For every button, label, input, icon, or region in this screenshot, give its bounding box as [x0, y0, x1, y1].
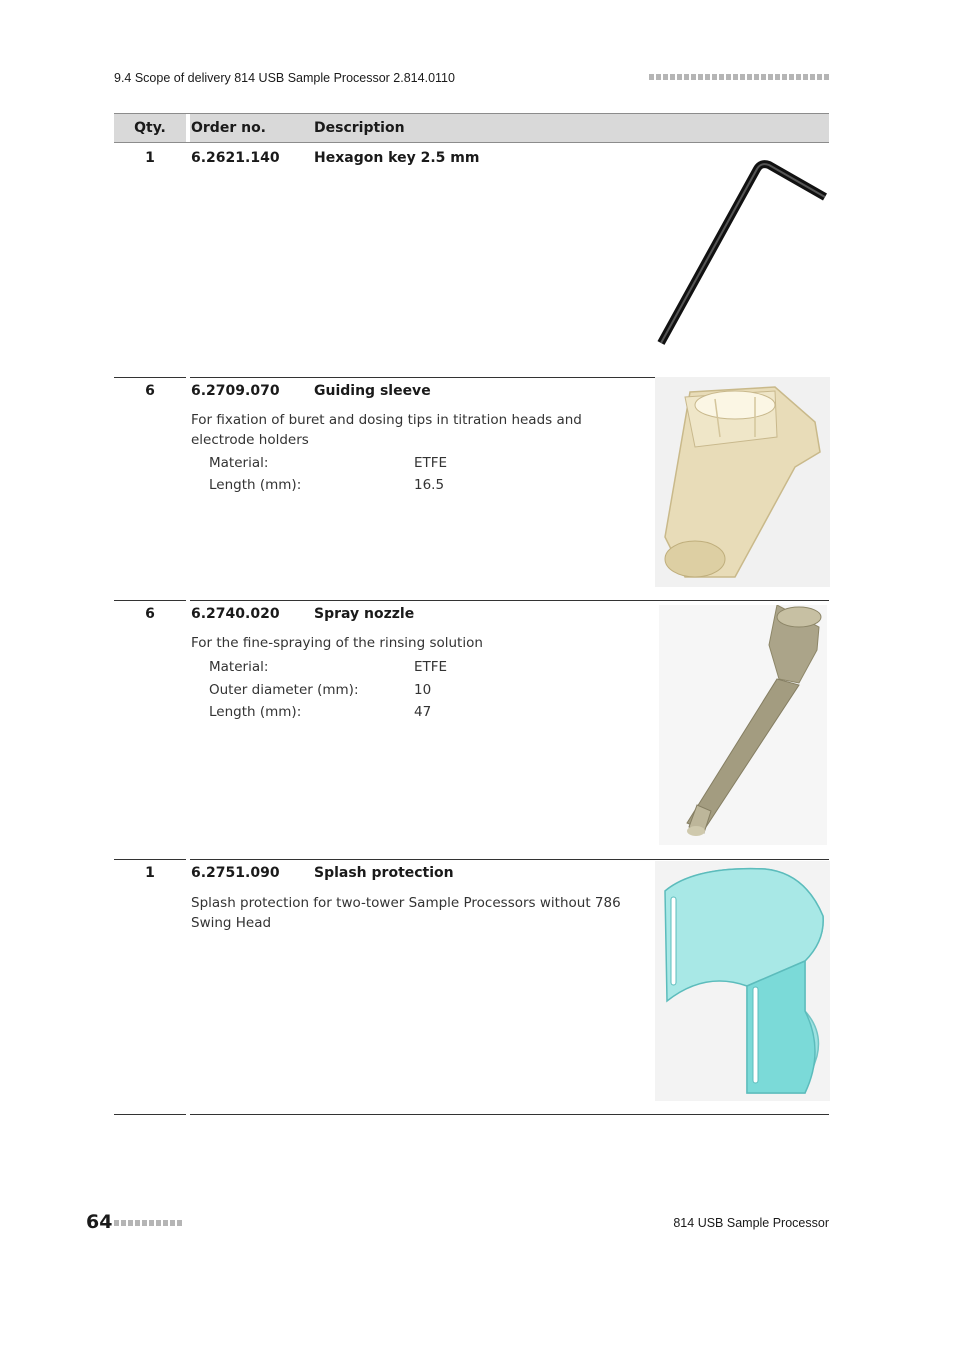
page-number: 64 — [86, 1211, 113, 1233]
spec-label-length: Length (mm): — [209, 477, 302, 493]
header-dots-decoration — [649, 74, 829, 80]
footer-product-name: 814 USB Sample Processor — [673, 1216, 829, 1230]
row-qty: 6 — [145, 606, 155, 622]
row-title: Splash protection — [314, 865, 454, 881]
column-header-order: Order no. — [191, 120, 267, 136]
spec-value-length: 47 — [414, 704, 432, 720]
spec-label-length: Length (mm): — [209, 704, 302, 720]
table-row — [114, 600, 829, 859]
table-row — [114, 859, 829, 1114]
row-order-number: 6.2709.070 — [191, 383, 280, 399]
row-qty: 6 — [145, 383, 155, 399]
spec-value-material: ETFE — [414, 455, 448, 471]
row-divider — [114, 1114, 829, 1115]
row-description: For the fine-spraying of the rinsing solution — [191, 635, 483, 651]
spec-label-material: Material: — [209, 455, 269, 471]
spec-value-length: 16.5 — [414, 477, 445, 493]
footer-dots-decoration — [114, 1220, 182, 1226]
row-qty: 1 — [145, 150, 155, 166]
row-title: Spray nozzle — [314, 606, 415, 622]
table-row — [114, 377, 829, 600]
row-title: Hexagon key 2.5 mm — [314, 150, 480, 166]
table-row — [114, 143, 829, 377]
guiding-sleeve-icon — [655, 377, 830, 587]
row-order-number: 6.2621.140 — [191, 150, 280, 166]
column-header-description: Description — [314, 120, 405, 136]
running-header-section: 9.4 Scope of delivery 814 USB Sample Processor 2.814.0110 — [114, 71, 455, 85]
spec-label-outer-diameter: Outer diameter (mm): — [209, 682, 359, 698]
spec-label-material: Material: — [209, 659, 269, 675]
column-header-qty: Qty. — [134, 120, 166, 136]
row-title: Guiding sleeve — [314, 383, 431, 399]
splash-protection-icon — [655, 861, 830, 1101]
row-order-number: 6.2751.090 — [191, 865, 280, 881]
row-order-number: 6.2740.020 — [191, 606, 280, 622]
spec-value-material: ETFE — [414, 659, 448, 675]
row-description: For fixation of buret and dosing tips in titration heads and electrode holders — [191, 412, 582, 448]
spray-nozzle-icon — [659, 605, 827, 845]
spec-value-outer-diameter: 10 — [414, 682, 432, 698]
table-header — [114, 113, 829, 143]
hexagon-key-icon — [649, 157, 834, 347]
row-qty: 1 — [145, 865, 155, 881]
row-description: Splash protection for two-tower Sample Processors without 786 Swing Head — [191, 895, 621, 931]
